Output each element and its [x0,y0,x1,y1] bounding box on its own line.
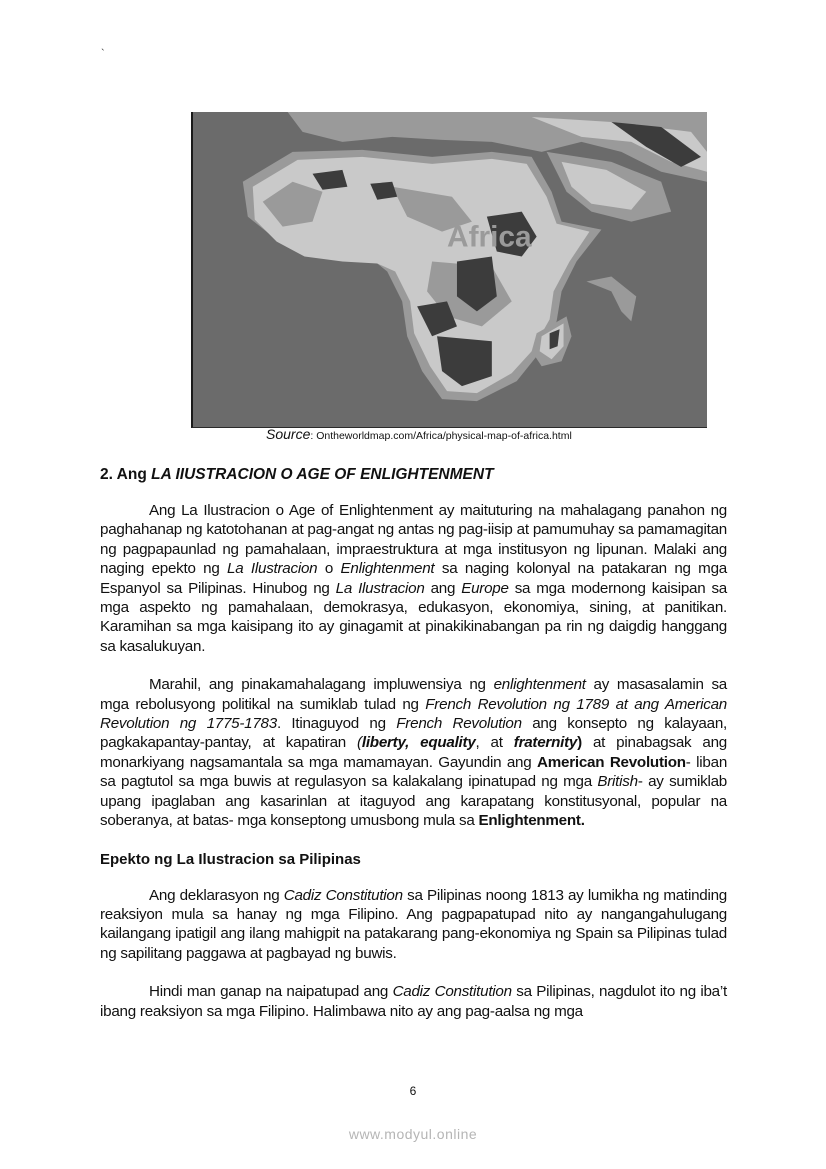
text-run: sa naging kolonyal na patakaran ng mga Espanyol sa Pilipinas. Hinubog ng [100,560,727,597]
text-run: Cadiz Constitution [283,886,403,904]
text-run: , at [475,734,514,752]
text-run: - ay sumiklab upang ipaglaban ang kasarinlan at itaguyod ang karapatang konstitusyonal, popular na soberanya, at batas- mga konseptong umusbong mula sa [100,773,727,830]
text-run: Hindi man ganap na naipatupad ang [149,983,393,1001]
text-run: ) [577,734,582,752]
watermark: www.modyul.online [348,1126,478,1142]
stray-mark: ` [101,48,105,60]
map-label-africa: Africa [447,220,532,254]
page-number: 6 [409,1084,417,1098]
paragraph [100,982,727,1021]
caption-source-label: Source [266,426,311,442]
text-run: La Ilustracion [335,579,425,597]
text-run: ( [357,734,362,752]
text-run: Marahil, ang pinakamahalagang impluwensiya ng [149,676,494,694]
text-run: Europe [461,579,509,597]
text-run: ang [424,579,462,597]
text-run: Ang deklarasyon ng [149,886,284,904]
paragraph [100,886,727,964]
document-body [100,465,727,1040]
text-run: French Revolution ng 1789 at ang American Revolution ng 1775-1783 [100,695,727,733]
section-heading-title: LA IIUSTRACION O AGE OF ENLIGHTENMENT [151,466,494,483]
text-run: enlightenment [493,676,586,694]
text-run: Ang La Ilustracion o Age of Enlightenment ay maituturing na mahalagang panahon ng paghahanap ng katotohanan at pag-angat ng antas ng pag-iisip at pamumuhay sa pamamagitan ng pagpapaunlad ng pamahalaan, impraestruktura at mga institusyon ng lipunan. Malaki ang naging epekto ng [100,502,727,578]
map-image [193,112,707,427]
text-run: Enlightenment [340,560,435,578]
text-run: . Itinaguyod ng [276,715,397,733]
text-run: French Revolution [396,715,522,733]
text-run: British [597,773,638,791]
text-run: ang konsepto ng kalayaan, pagkakapantay-pantay, at kapatiran [100,715,727,752]
paragraph [100,675,727,830]
text-run: sa Pilipinas, nagdulot ito ng iba’t ibang reaksiyon sa mga Filipino. Halimbawa nito ay ang pag-aalsa ng mga [100,983,727,1020]
paragraph [100,501,727,656]
text-run: ay masasalamin sa mga rebolusyong politikal na sumiklab tulad ng [100,676,727,713]
text-run: fraternity [513,734,578,752]
text-run: American Revolution [537,753,686,771]
caption-source-url: Ontheworldmap.com/Africa/physical-map-of-africa.html [316,430,572,442]
text-run: Cadiz Constitution [392,983,512,1001]
text-run: o [317,560,341,578]
section-heading-number: 2. Ang [100,466,152,483]
caption-colon: : [310,430,314,442]
subsection-heading: Epekto ng La Ilustracion sa Pilipinas [100,850,361,868]
section-heading [100,465,727,484]
text-run: liberty, equality [361,734,476,752]
text-run: at pinabagsak ang monarkiyang nagsamantala sa mga mamamayan. Gayundin ang [100,734,727,771]
text-run: sa mga modernong kaisipan sa mga aspekto ng pamahalaan, demokrasya, edukasyon, ekonomiya, sining, at panitikan. Karamihan sa mga kaisipang ito ay ginagamit at pinakikinabangan pa rin ng daigdig hanggang sa kasalukuyan. [100,579,727,655]
figure-caption [266,426,572,442]
africa-physical-map [191,112,707,428]
text-run: Enlightenment. [478,812,585,830]
text-run: - liban sa pagtutol sa mga buwis at regulasyon sa kalakalang ipinatupad ng mga [100,753,728,791]
text-run: sa Pilipinas noong 1813 ay lumikha ng matinding reaksiyon mula sa hanay ng mga Filipino. Ang pagpapatupad nito ay nangangahulugang kailangang ipatigil ang ilang mahigpit na patakarang pang-ekonomiya ng Spain sa Pilipinas tulad ng sapilitang paggawa at pagbayad ng buwis. [100,886,727,962]
text-run: La Ilustracion [227,560,318,578]
